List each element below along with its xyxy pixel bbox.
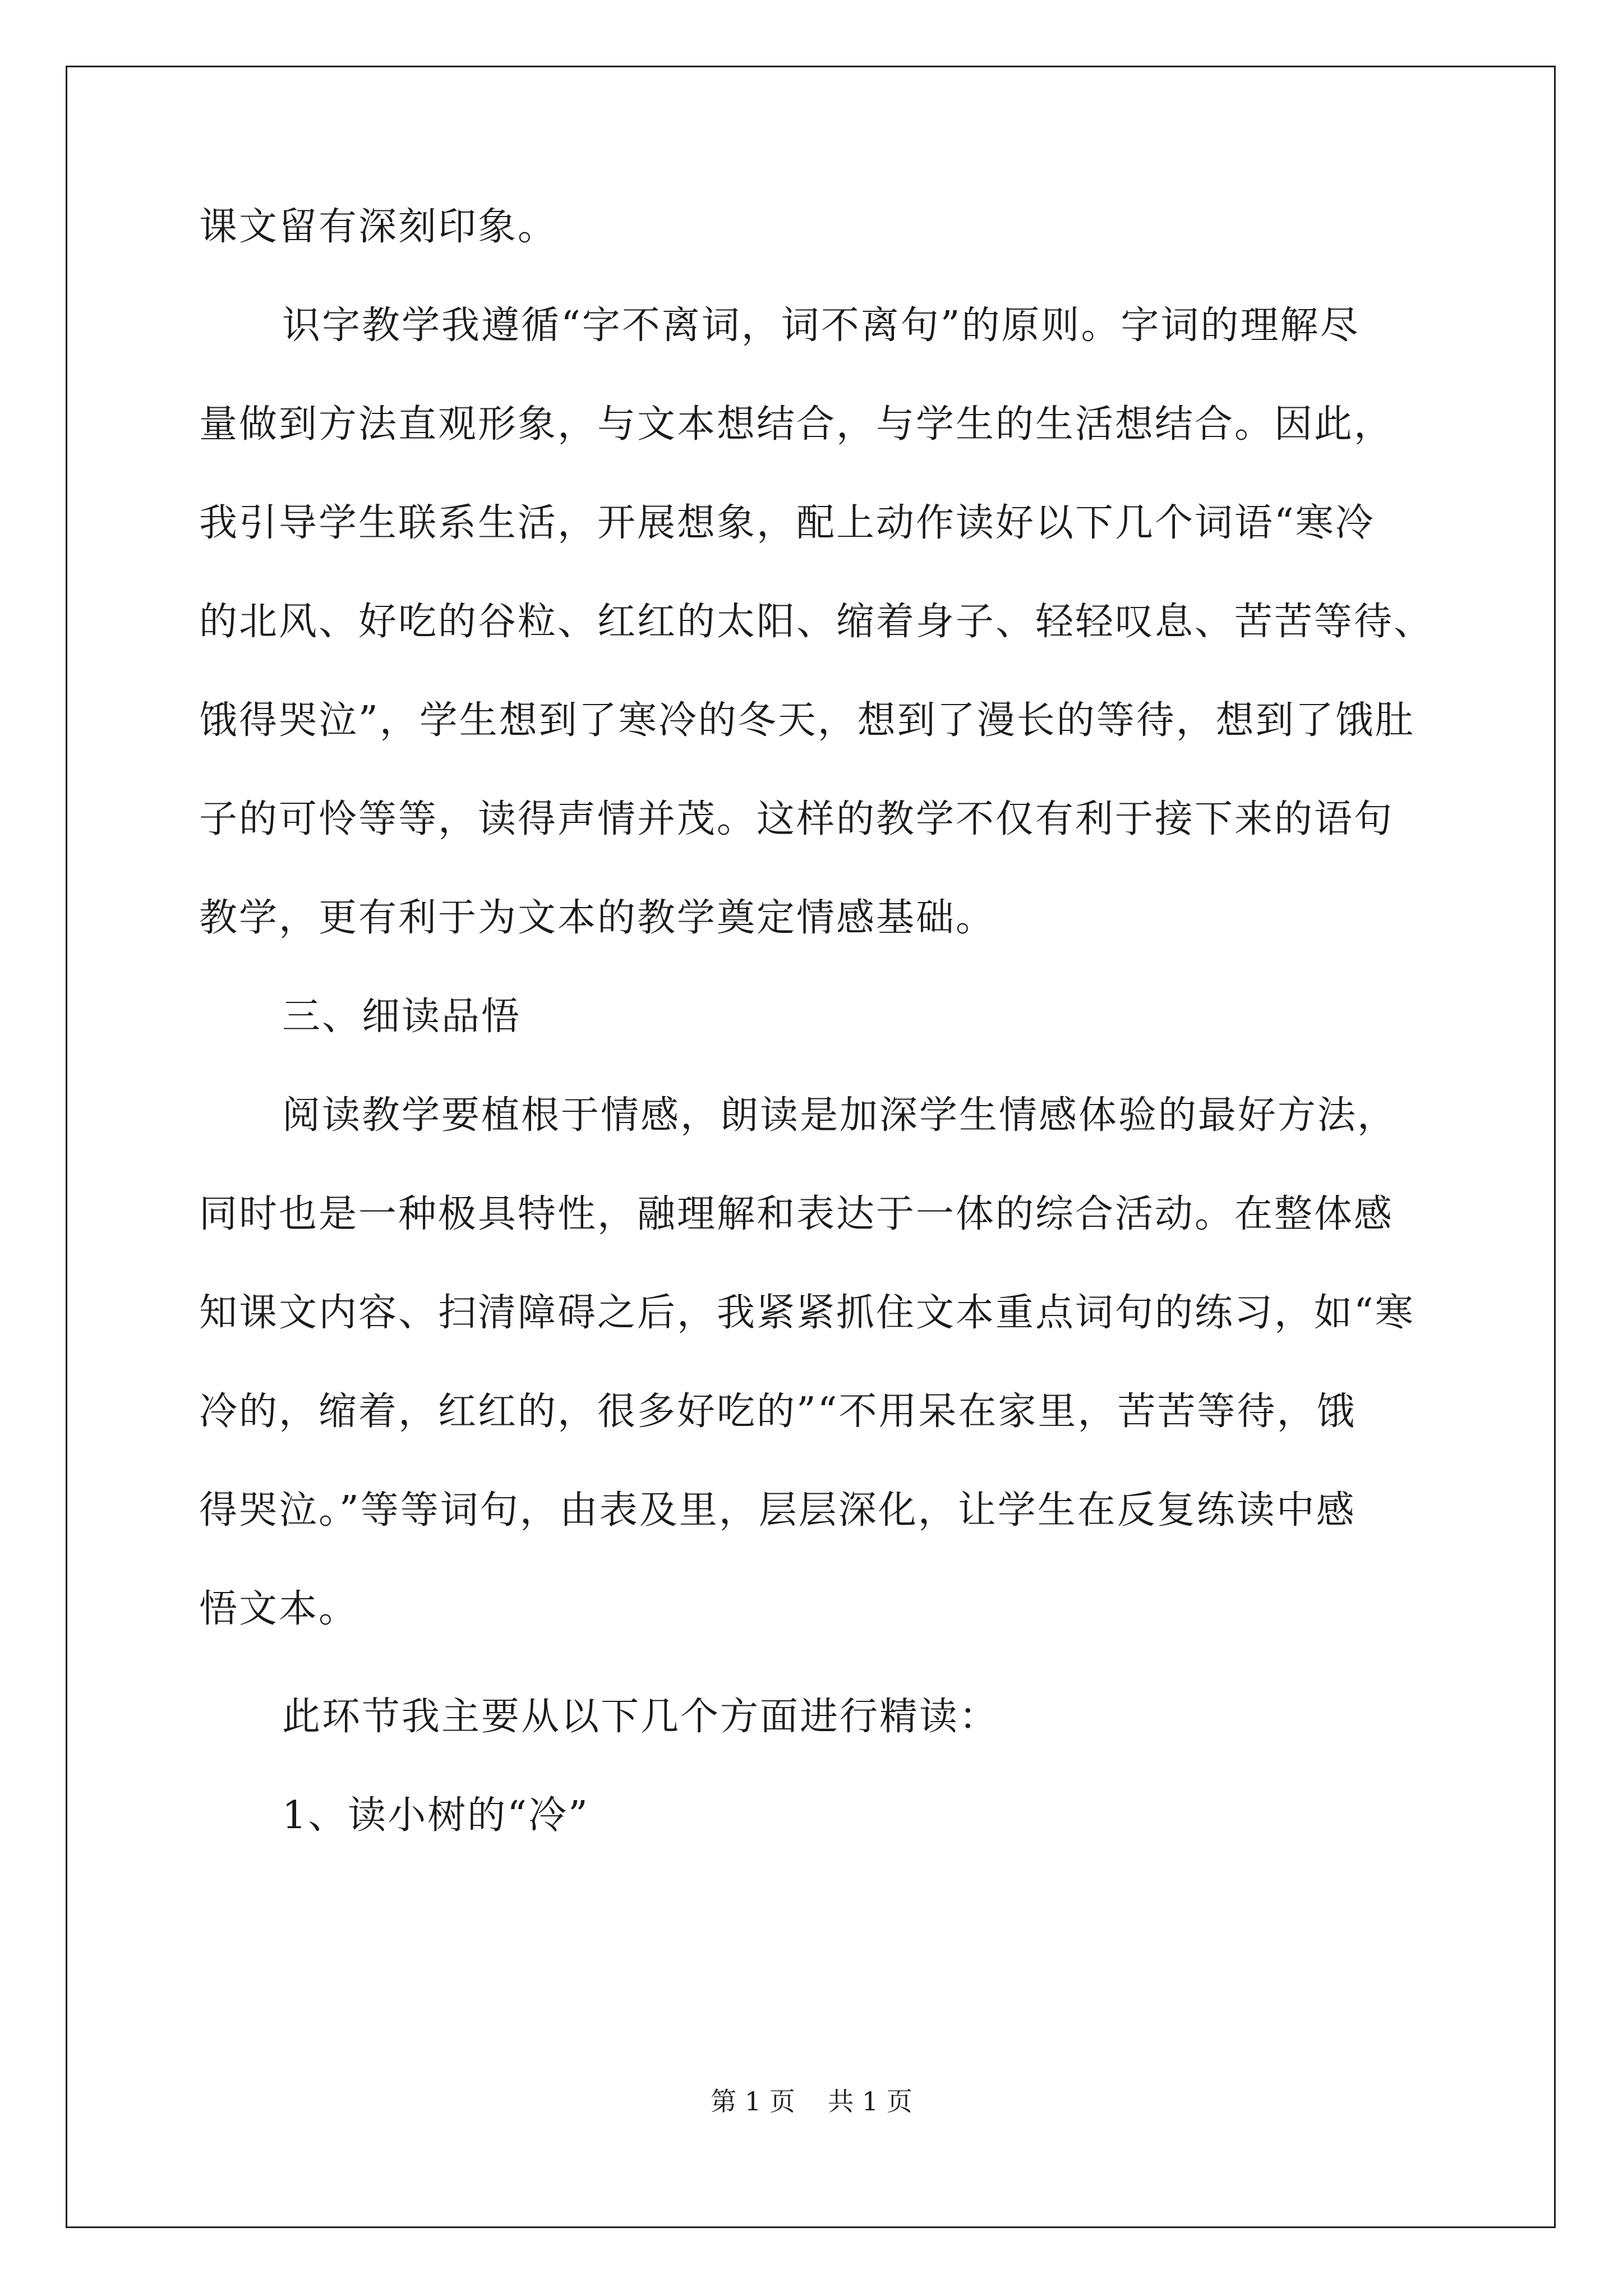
list-item-heading: 1、读小树的“冷” [282,1793,589,1838]
document-body [199,203,1444,1890]
page-number-footer: 第 1 页 共 1 页 [711,2086,912,2116]
paragraph-line: 得哭泣。”等等词句，由表及里，层层深化，让学生在反复练读中感 [199,1488,1356,1533]
paragraph-line: 饿得哭泣”，学生想到了寒冷的冬天，想到了漫长的等待，想到了饿肚 [199,698,1415,743]
section-heading: 三、细读品悟 [282,995,522,1039]
paragraph-line: 冷的，缩着，红红的，很多好吃的”“不用呆在家里，苦苦等待，饿 [199,1389,1357,1434]
paragraph-line: 量做到方法直观形象，与文本想结合，与学生的生活想结合。因此， [199,402,1394,447]
paragraph-line: 子的可怜等等，读得声情并茂。这样的教学不仅有利于接下来的语句 [199,797,1394,841]
paragraph-line: 教学，更有利于为文本的教学奠定情感基础。 [199,896,996,940]
paragraph-line: 识字教学我遵循“字不离词，词不离句”的原则。字词的理解尽 [282,303,1360,348]
paragraph-line: 的北风、好吃的谷粒、红红的太阳、缩着身子、轻轻叹息、苦苦等待、 [199,600,1434,644]
paragraph-line: 知课文内容、扫清障碍之后，我紧紧抓住文本重点词句的练习，如“寒 [199,1291,1415,1335]
paragraph-line: 此环节我主要从以下几个方面进行精读： [282,1695,999,1739]
paragraph-line: 阅读教学要植根于情感，朗读是加深学生情感体验的最好方法， [282,1093,1398,1138]
paragraph-line: 我引导学生联系生活，开展想象，配上动作读好以下几个词语“寒冷 [199,501,1375,545]
paragraph-line: 悟文本。 [199,1587,359,1631]
paragraph-line: 课文留有深刻印象。 [199,205,558,249]
paragraph-line: 同时也是一种极具特性，融理解和表达于一体的综合活动。在整体感 [199,1192,1394,1236]
